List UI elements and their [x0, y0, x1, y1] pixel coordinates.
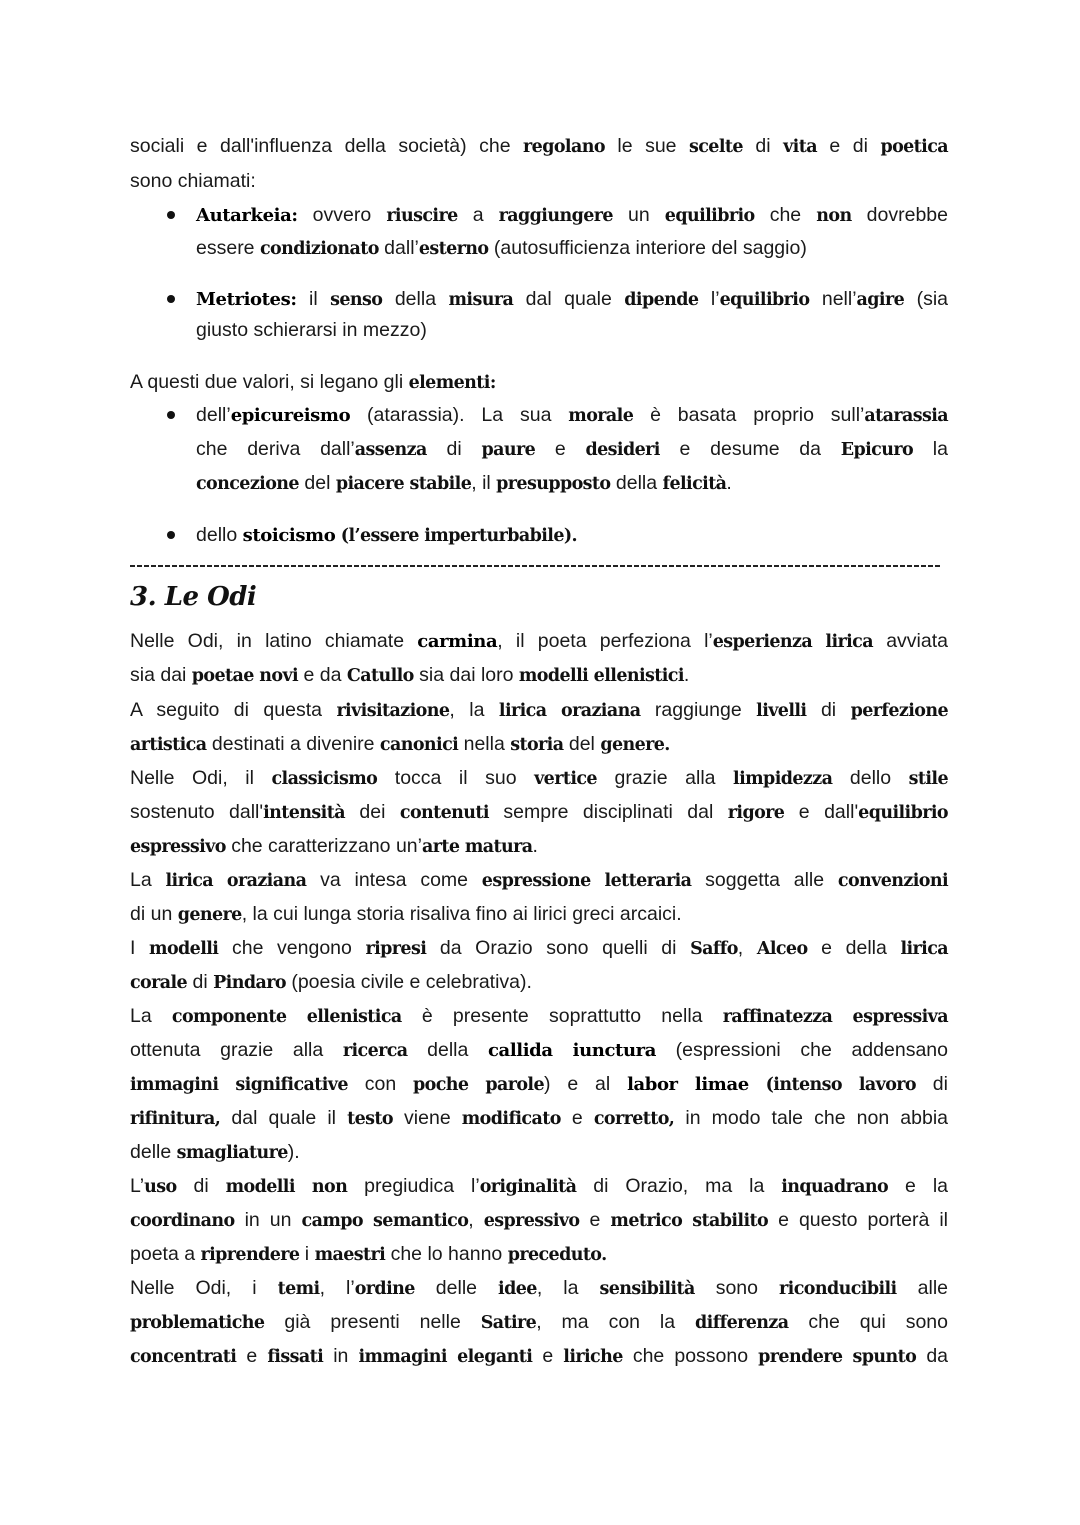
- text-line: [130, 1309, 948, 1335]
- text-segment: sia dai loro: [413, 664, 519, 686]
- bullet-item-line: [196, 286, 948, 312]
- text-line: [130, 731, 948, 757]
- text-segment: (sia: [904, 288, 948, 310]
- text-segment: ,: [737, 937, 757, 959]
- bold-term: metrico stabilito: [610, 1211, 769, 1231]
- bold-term: idee: [498, 1279, 537, 1299]
- bold-term: callida iunctura: [488, 1040, 656, 1061]
- bold-term: paure: [481, 440, 536, 460]
- text-segment: e la: [888, 1175, 948, 1197]
- text-segment: va intesa come: [306, 869, 482, 891]
- text-line: [130, 168, 948, 194]
- bold-term: Pindaro: [213, 973, 286, 993]
- text-segment: del: [563, 733, 601, 755]
- text-segment: della: [382, 288, 449, 310]
- bullet-icon: [167, 531, 175, 539]
- bold-term: espressivo: [483, 1211, 580, 1231]
- bullet-icon: [167, 211, 175, 219]
- bold-term: poche parole: [413, 1075, 545, 1095]
- text-segment: avviata: [872, 630, 948, 652]
- text-segment: essere: [196, 237, 260, 259]
- text-segment: già presenti nelle: [264, 1311, 481, 1333]
- text-segment: è basata proprio sull’: [633, 404, 865, 426]
- text-segment: Nelle Odi, il: [130, 767, 272, 789]
- bold-term: ordine: [354, 1279, 415, 1299]
- text-line: [196, 235, 948, 261]
- bullet-icon: [167, 411, 175, 419]
- bold-term: arte matura: [421, 837, 533, 857]
- text-segment: (atarassia). La sua: [350, 404, 569, 426]
- text-segment: sempre disciplinati dal: [488, 801, 728, 823]
- text-segment: la: [913, 438, 948, 460]
- bold-term: vita: [783, 137, 817, 157]
- text-line: [130, 1241, 948, 1267]
- text-line: [196, 470, 948, 496]
- text-line: [130, 133, 948, 159]
- text-segment: e: [532, 1345, 564, 1367]
- text-segment: delle: [414, 1277, 499, 1299]
- text-segment: sia dai: [130, 664, 192, 686]
- bold-term: concentrati: [130, 1347, 237, 1367]
- bold-term: problematiche: [130, 1313, 265, 1333]
- text-segment: , ma con la: [536, 1311, 696, 1333]
- text-segment: nella: [458, 733, 511, 755]
- bold-term: componente ellenistica: [171, 1007, 402, 1027]
- text-line: [130, 765, 948, 791]
- text-segment: grazie alla: [596, 767, 734, 789]
- bold-term: Epicuro: [840, 440, 914, 460]
- bold-term: smagliature: [176, 1143, 288, 1163]
- bold-term: lirica oraziana: [165, 871, 307, 891]
- text-segment: e della: [807, 937, 901, 959]
- bold-term: artistica: [130, 735, 207, 755]
- text-segment: dall’: [378, 237, 419, 259]
- bold-term: poetica: [880, 137, 949, 157]
- text-line: [196, 436, 948, 462]
- text-segment: ,: [468, 1209, 484, 1231]
- text-segment: Nelle Odi, in latino chiamate: [130, 630, 418, 652]
- text-segment: del: [298, 472, 336, 494]
- text-segment: nell’: [809, 288, 857, 310]
- text-segment: da Orazio sono quelli di: [426, 937, 691, 959]
- bold-term: elementi:: [408, 373, 496, 393]
- text-segment: i: [299, 1243, 315, 1265]
- bold-term: agire: [856, 290, 905, 310]
- text-segment: che lo hanno: [385, 1243, 508, 1265]
- text-segment: viene: [392, 1107, 462, 1129]
- text-segment: delle: [130, 1141, 177, 1163]
- text-segment: il: [296, 288, 331, 310]
- text-segment: ottenuta grazie alla: [130, 1039, 343, 1061]
- text-segment: di: [806, 699, 851, 721]
- bold-term: uso: [144, 1177, 177, 1197]
- section-heading: 3. Le Odi: [130, 582, 257, 612]
- text-line: [196, 317, 948, 343]
- bold-term: storia: [510, 735, 564, 755]
- bold-term: riprendere: [200, 1245, 300, 1265]
- bold-term: lirica: [900, 939, 949, 959]
- bold-term: poetae novi: [191, 666, 299, 686]
- bold-term: Saffo: [690, 939, 738, 959]
- text-segment: che caratterizzano un’: [225, 835, 422, 857]
- dashed-divider: [130, 565, 942, 567]
- bold-term: modelli: [149, 939, 219, 959]
- text-segment: che vengono: [218, 937, 366, 959]
- text-segment: ) e al: [544, 1073, 628, 1095]
- bold-term: contenuti: [399, 803, 489, 823]
- text-line: [130, 1071, 948, 1097]
- text-segment: poeta a: [130, 1243, 201, 1265]
- text-segment: che possono: [622, 1345, 759, 1367]
- bold-term: assenza: [354, 440, 427, 460]
- bold-term: equilibrio: [858, 803, 948, 823]
- text-segment: che deriva dall’: [196, 438, 355, 460]
- text-segment: (poesia civile e celebrativa).: [285, 971, 532, 993]
- bold-term: rifinitura,: [130, 1109, 221, 1129]
- bold-term: maestri: [314, 1245, 386, 1265]
- bold-term: originalità: [479, 1177, 577, 1197]
- text-segment: l’: [698, 288, 720, 310]
- text-segment: di Orazio, ma la: [576, 1175, 782, 1197]
- text-segment: giusto schierarsi in mezzo): [196, 319, 427, 341]
- text-segment: A questi due valori, si legano gli: [130, 371, 409, 393]
- bold-term: non: [816, 206, 852, 226]
- bold-term: esperienza lirica: [712, 632, 873, 652]
- text-segment: di: [426, 438, 482, 460]
- text-segment: è presente soprattutto nella: [401, 1005, 723, 1027]
- text-segment: sociali e dall'influenza della società) che: [130, 135, 524, 157]
- bold-term: differenza: [695, 1313, 789, 1333]
- bold-term: ricerca: [342, 1041, 408, 1061]
- bold-term: epicureismo: [230, 405, 351, 426]
- text-line: [130, 1139, 948, 1165]
- text-segment: ovvero: [297, 204, 387, 226]
- text-segment: a: [457, 204, 499, 226]
- text-segment: La: [130, 869, 166, 891]
- text-line: [130, 969, 948, 995]
- text-line: [130, 1207, 948, 1233]
- text-segment: L’: [130, 1175, 145, 1197]
- bold-term: stile: [908, 769, 948, 789]
- bold-term: stoicismo: [242, 525, 336, 546]
- bold-term: concezione: [196, 474, 299, 494]
- text-segment: in modo tale che non abbia: [674, 1107, 948, 1129]
- text-segment: della: [407, 1039, 488, 1061]
- text-segment: dell’: [196, 404, 231, 426]
- bold-term: corretto,: [593, 1109, 675, 1129]
- text-segment: pregiudica l’: [347, 1175, 480, 1197]
- bold-term: piacere stabile: [335, 474, 472, 494]
- bold-term: canonici: [379, 735, 459, 755]
- text-segment: Nelle Odi, i: [130, 1277, 278, 1299]
- text-segment: dello: [196, 524, 243, 546]
- bold-term: ripresi: [365, 939, 427, 959]
- text-segment: e questo porterà il: [768, 1209, 949, 1231]
- text-line: [130, 867, 948, 893]
- bullet-item-line: [196, 202, 948, 228]
- bold-term: Catullo: [346, 666, 414, 686]
- text-segment: A seguito di questa: [130, 699, 337, 721]
- bold-term: livelli: [756, 701, 807, 721]
- bullet-icon: [167, 295, 175, 303]
- text-segment: di: [915, 1073, 948, 1095]
- bold-term: corale: [130, 973, 188, 993]
- text-segment: , la cui lunga storia risaliva fino ai lirici greci arcaici.: [241, 903, 682, 925]
- text-segment: di un: [130, 903, 178, 925]
- bold-term: dipende: [624, 290, 699, 310]
- text-segment: La: [130, 1005, 172, 1027]
- text-segment: sostenuto dall': [130, 801, 264, 823]
- text-segment: tocca il suo: [377, 767, 535, 789]
- text-line: [130, 697, 948, 723]
- text-segment: e: [560, 1107, 594, 1129]
- bold-term: regolano: [523, 137, 605, 157]
- text-segment: dello: [832, 767, 909, 789]
- bold-term: raggiungere: [498, 206, 613, 226]
- bold-term: felicità: [662, 474, 727, 494]
- bold-term: presupposto: [496, 474, 611, 494]
- bold-term: campo semantico: [301, 1211, 469, 1231]
- bold-term: Autarkeia:: [196, 205, 298, 226]
- bold-term: lirica oraziana: [498, 701, 641, 721]
- text-segment: che: [754, 204, 817, 226]
- text-segment: .: [726, 472, 732, 494]
- bold-term: espressione letteraria: [481, 871, 692, 891]
- text-segment: sono chiamati:: [130, 170, 256, 192]
- bold-term: limpidezza: [733, 769, 833, 789]
- bold-term: classicismo: [271, 769, 378, 789]
- text-segment: con: [347, 1073, 414, 1095]
- bold-term: immagini eleganti: [358, 1347, 533, 1367]
- bold-term: sensibilità: [599, 1279, 695, 1299]
- bold-term: Alceo: [756, 939, 808, 959]
- bold-term: senso: [330, 290, 383, 310]
- text-segment: e: [579, 1209, 611, 1231]
- bold-term: fissati: [267, 1347, 324, 1367]
- bold-term: condizionato: [259, 239, 379, 259]
- bold-term: (l’essere imperturbabile).: [335, 526, 578, 546]
- bold-term: riconducibili: [779, 1279, 897, 1299]
- text-segment: e: [535, 438, 586, 460]
- bold-term: atarassia: [864, 406, 948, 426]
- text-line: [130, 1343, 948, 1369]
- bold-term: desideri: [585, 440, 660, 460]
- bold-term: espressivo: [130, 837, 226, 857]
- text-segment: alle: [896, 1277, 948, 1299]
- text-segment: in un: [234, 1209, 302, 1231]
- text-segment: in: [323, 1345, 359, 1367]
- bold-term: rivisitazione: [336, 701, 450, 721]
- bullet-item-line: [196, 522, 948, 548]
- text-segment: di: [176, 1175, 226, 1197]
- text-segment: dal quale: [513, 288, 625, 310]
- bold-term: immagini significative: [130, 1075, 348, 1095]
- text-line: [130, 1105, 948, 1131]
- bold-term: morale: [568, 406, 634, 426]
- text-segment: [749, 1073, 766, 1095]
- text-line: [130, 1173, 948, 1199]
- text-segment: e di: [816, 135, 881, 157]
- bold-term: rigore: [727, 803, 785, 823]
- bold-term: labor limae: [627, 1074, 749, 1095]
- text-segment: e desume da: [659, 438, 841, 460]
- text-segment: dei: [344, 801, 400, 823]
- bold-term: misura: [448, 290, 514, 310]
- text-segment: .: [532, 835, 538, 857]
- bold-term: perfezione: [850, 701, 948, 721]
- text-segment: , il: [471, 472, 497, 494]
- text-line: [130, 369, 948, 395]
- bold-term: carmina: [417, 631, 498, 652]
- text-segment: che qui sono: [788, 1311, 948, 1333]
- text-line: [130, 662, 948, 688]
- text-line: [130, 1275, 948, 1301]
- text-segment: , l’: [319, 1277, 355, 1299]
- text-line: [130, 628, 948, 654]
- bold-term: genere: [177, 905, 242, 925]
- bold-term: temi: [277, 1279, 320, 1299]
- text-segment: di: [187, 971, 214, 993]
- bold-term: Satire: [480, 1313, 537, 1333]
- text-segment: e da: [298, 664, 347, 686]
- bold-term: prendere spunto: [758, 1347, 917, 1367]
- bold-term: testo: [347, 1109, 393, 1129]
- bold-term: raffinatezza espressiva: [722, 1007, 948, 1027]
- text-segment: .: [683, 664, 690, 686]
- bold-term: (intenso lavoro: [765, 1075, 916, 1095]
- text-segment: I: [130, 937, 150, 959]
- text-segment: ).: [287, 1141, 300, 1163]
- bold-term: equilibrio: [664, 206, 755, 226]
- text-segment: di: [742, 135, 784, 157]
- text-segment: della: [610, 472, 663, 494]
- bold-term: convenzioni: [837, 871, 949, 891]
- text-line: [130, 901, 948, 927]
- bold-term: inquadrano: [781, 1177, 889, 1197]
- text-segment: soggetta alle: [691, 869, 838, 891]
- bold-term: modificato: [461, 1109, 561, 1129]
- text-segment: un: [612, 204, 665, 226]
- text-line: [130, 1003, 948, 1029]
- text-line: [130, 935, 948, 961]
- bold-term: esterno: [418, 239, 489, 259]
- bold-term: coordinano: [130, 1211, 235, 1231]
- bold-term: modelli non: [225, 1177, 348, 1197]
- text-line: [130, 1037, 948, 1063]
- bullet-item-line: [196, 402, 948, 428]
- text-line: [130, 799, 948, 825]
- text-segment: le sue: [604, 135, 689, 157]
- bold-term: liriche: [563, 1347, 623, 1367]
- bold-term: equilibrio: [719, 290, 810, 310]
- text-segment: (autosufficienza interiore del saggio): [488, 237, 807, 259]
- bold-term: Metriotes:: [196, 289, 297, 310]
- text-segment: , il poeta perfeziona l’: [497, 630, 713, 652]
- text-segment: da: [916, 1345, 949, 1367]
- bold-term: preceduto.: [507, 1245, 607, 1265]
- text-segment: , la: [449, 699, 499, 721]
- text-segment: dal quale il: [220, 1107, 348, 1129]
- bold-term: riuscire: [386, 206, 458, 226]
- text-segment: e: [236, 1345, 268, 1367]
- text-segment: sono: [694, 1277, 780, 1299]
- text-segment: e dall': [784, 801, 859, 823]
- bold-term: vertice: [534, 769, 597, 789]
- bold-term: scelte: [689, 137, 743, 157]
- text-segment: , la: [536, 1277, 600, 1299]
- text-line: [130, 833, 948, 859]
- bold-term: intensità: [263, 803, 345, 823]
- bold-term: modelli ellenistici: [518, 666, 684, 686]
- text-segment: dovrebbe: [851, 204, 948, 226]
- text-segment: raggiunge: [640, 699, 757, 721]
- bold-term: genere.: [600, 735, 670, 755]
- text-segment: (espressioni che addensano: [656, 1039, 948, 1061]
- text-segment: destinati a divenire: [206, 733, 380, 755]
